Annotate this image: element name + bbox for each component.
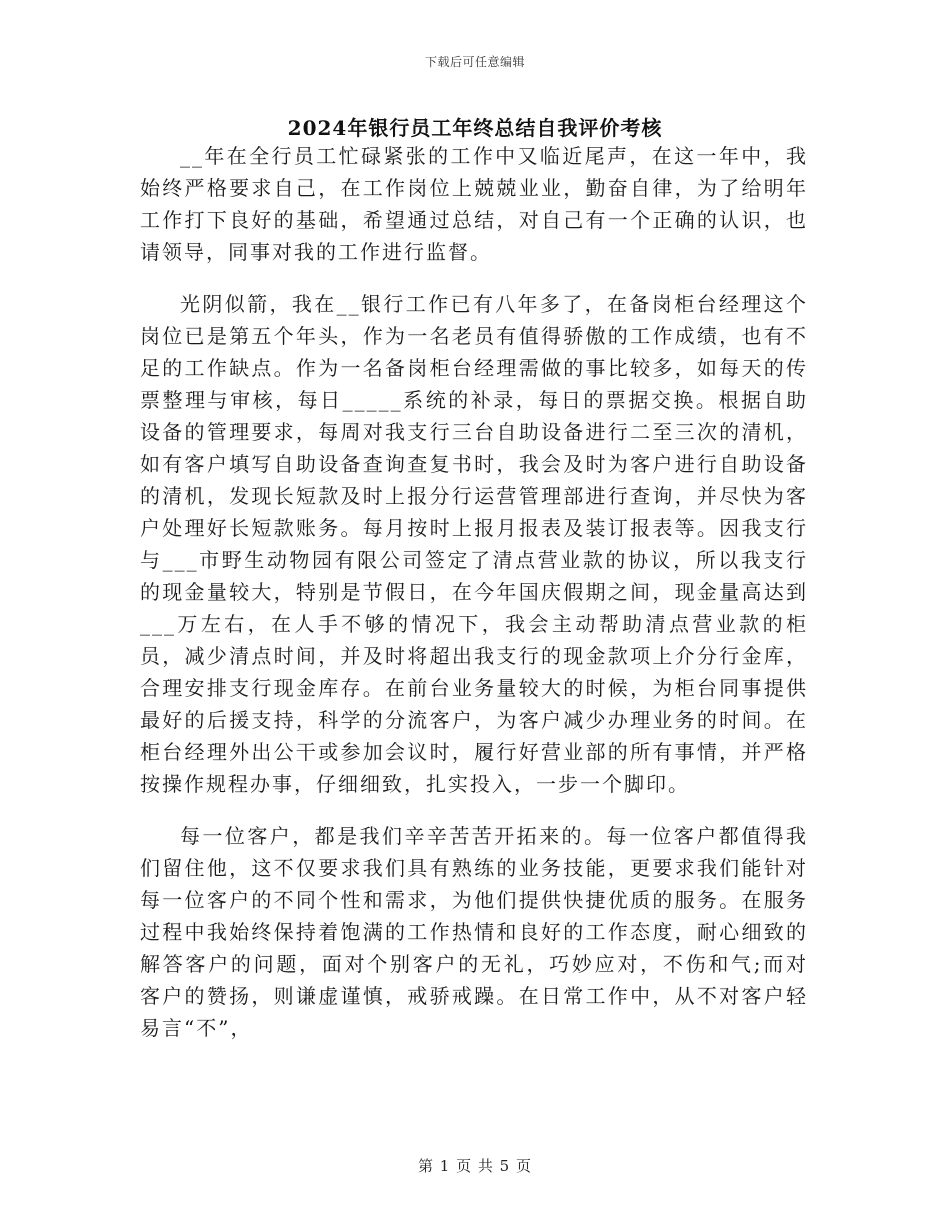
document-body bbox=[140, 140, 808, 1044]
paragraph-1: __年在全行员工忙碌紧张的工作中又临近尾声，在这一年中，我始终严格要求自己，在工作岗位上兢兢业业，勤奋自律，为了给明年工作打下良好的基础，希望通过总结，对自己有一个正确的认识，也请领导，同事对我的工作进行监督。 bbox=[140, 144, 808, 264]
paragraph-2: 光阴似箭，我在__银行工作已有八年多了，在备岗柜台经理这个岗位已是第五个年头，作为一名老员有值得骄傲的工作成绩，也有不足的工作缺点。作为一名备岗柜台经理需做的事比较多，如每天的传票整理与审核，每日_____系统的补录，每日的票据交换。根据自助设备的管理要求，每周对我支行三台自助设备进行二至三次的清机，如有客户填写自助设备查询查复书时，我会及时为客户进行自助设备的清机，发现长短款及时上报分行运营管理部进行查询，并尽快为客户处理好长短款账务。每月按时上报月报表及装订报表等。因我支行与___市野生动物园有限公司签定了清点营业款的协议，所以我支行的现金量较大，特别是节假日，在今年国庆假期之间，现金量高达到___万左右，在人手不够的情况下，我会主动帮助清点营业款的柜员，减少清点时间，并及时将超出我支行的现金款项上介分行金库，合理安排支行现金库存。在前台业务量较大的时候，为柜台同事提供最好的后援支持，科学的分流客户，为客户减少办理业务的时间。在柜台经理外出公干或参加会议时，履行好营业部的所有事情，并严格按操作规程办事，仔细细致，扎实投入，一步一个脚印。 bbox=[140, 292, 808, 796]
paragraph-3: 每一位客户，都是我们辛辛苦苦开拓来的。每一位客户都值得我们留住他，这不仅要求我们具有熟练的业务技能，更要求我们能针对每一位客户的不同个性和需求，为他们提供快捷优质的服务。在服务过程中我始终保持着饱满的工作热情和良好的工作态度，耐心细致的解答客户的问题，面对个别客户的无礼，巧妙应对，不伤和气;而对客户的赞扬，则谦虚谨慎，戒骄戒躁。在日常工作中，从不对客户轻易言“不”， bbox=[140, 824, 808, 1040]
document-title: 2024年银行员工年终总结自我评价考核 bbox=[287, 116, 663, 140]
page-indicator: 第 1 页 共 5 页 bbox=[418, 1157, 532, 1175]
header-note: 下载后可任意编辑 bbox=[424, 55, 525, 69]
